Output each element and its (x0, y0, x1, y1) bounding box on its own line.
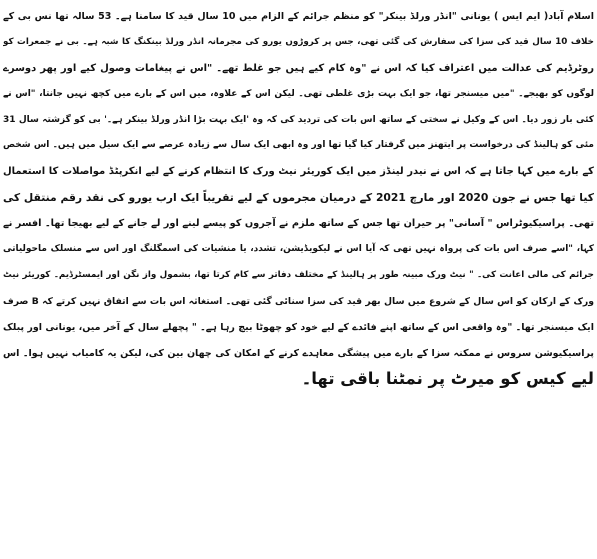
article-line: ایک میسنجر تھا۔ "وہ واقعی اس کے ساتھ اپنے فائدے کے لیے خود کو چھوٹا بیچ رہا ہے۔ " پچھلے سال کے آخر میں، یونانی اور پبلک (3, 321, 594, 333)
article-line: خلاف 10 سال قید کی سزا کی سفارش کی گئی تھی، جس پر کروڑوں یورو کی مجرمانہ انڈر ورلڈ بینکنگ کا شبہ ہے۔ بی نے جمعرات کو (3, 36, 594, 47)
article-line: مئی کو ہالینڈ کی درخواست پر ایتھنز میں گرفتار کیا گیا تھا اور وہ ابھی ایک سال سے زیادہ عرصے سے ایک سیل میں ہیں۔ اس شخص (3, 140, 594, 151)
article-line: جرائم کی مالی اعانت کی۔ " نیٹ ورک مبینہ طور پر ہالینڈ کے مختلف دفاتر سے کام کرتا تھا، بشمول واز نگن اور ایمسٹرڈیم۔ کوریئر نیٹ (3, 269, 594, 280)
article-line: روٹرڈیم کی عدالت میں اعتراف کیا کہ اس نے "وہ کام کیے ہیں جو غلط تھے۔ "اس نے پیغامات وصول کیے اور پھر دوسرے (3, 62, 594, 74)
article-line: کے بارے میں کہا جاتا ہے کہ اس نے نیدر لینڈز میں ایک کوریئر نیٹ ورک کا انتظام کرنے کے لیے انکرپٹڈ مواصلات کا استعمال (3, 166, 594, 178)
article-line: کیا تھا جس نے جون 2020 اور مارچ 2021 کے درمیان مجرموں کے لیے تقریباً ایک ارب یورو کی نقد رقم منتقل کی (3, 191, 594, 205)
article-line: اسلام آباد( ایم ایس ) یونانی "انڈر ورلڈ بینکر" کو منظم جرائم کے الزام میں 10 سال قید کا سامنا ہے۔ 53 سالہ تھا نس بی کے (3, 11, 594, 22)
article-line: کئی بار زور دیا۔ اس کے وکیل نے سختی کے ساتھ اس بات کی تردید کی کہ وہ 'ایک بہت بڑا انڈر ورلڈ بینکر ہے۔' بی کو گزشتہ سال 31 (3, 114, 594, 125)
article-line: پراسیکیوشن سروس نے ممکنہ سزا کے بارے میں پیشگی معاہدے کرنے کے امکان کی چھان بین کی، لیکن یہ کامیاب نہیں ہوا۔ اس (3, 347, 594, 359)
article-last-line: لیے کیس کو میرٹ پر نمٹنا باقی تھا۔ (301, 369, 594, 389)
article-line: تھی۔ پراسیکیوٹراس " آسانی" پر حیران تھا جس کے ساتھ ملزم نے آجروں کو پیسے لینے اور لے جانے کے لیے بھیجا تھا۔ افسر نے (3, 218, 594, 230)
article-line: کہا، "اسے صرف اس بات کی پرواہ نہیں تھی کہ آیا اس نے لیکویڈیشن، تشدد، یا منشیات کی اسمگلنگ اور اس سے منسلک ماحولیاتی (3, 244, 594, 255)
article-line: لوگوں کو بھیجے۔ "میں میسنجر تھا، جو ایک بہت بڑی غلطی تھی۔ لیکن اس کے علاوہ، میں اس کے بارے میں کچھ نہیں جانتا، "اس نے (3, 88, 594, 99)
article-line: ورک کے ارکان کو اس سال کے شروع میں سال بھر قید کی سزا سنائی گئی تھی۔ استغاثہ اس بات سے اتفاق نہیں کرتے کہ B صرف (3, 295, 594, 307)
